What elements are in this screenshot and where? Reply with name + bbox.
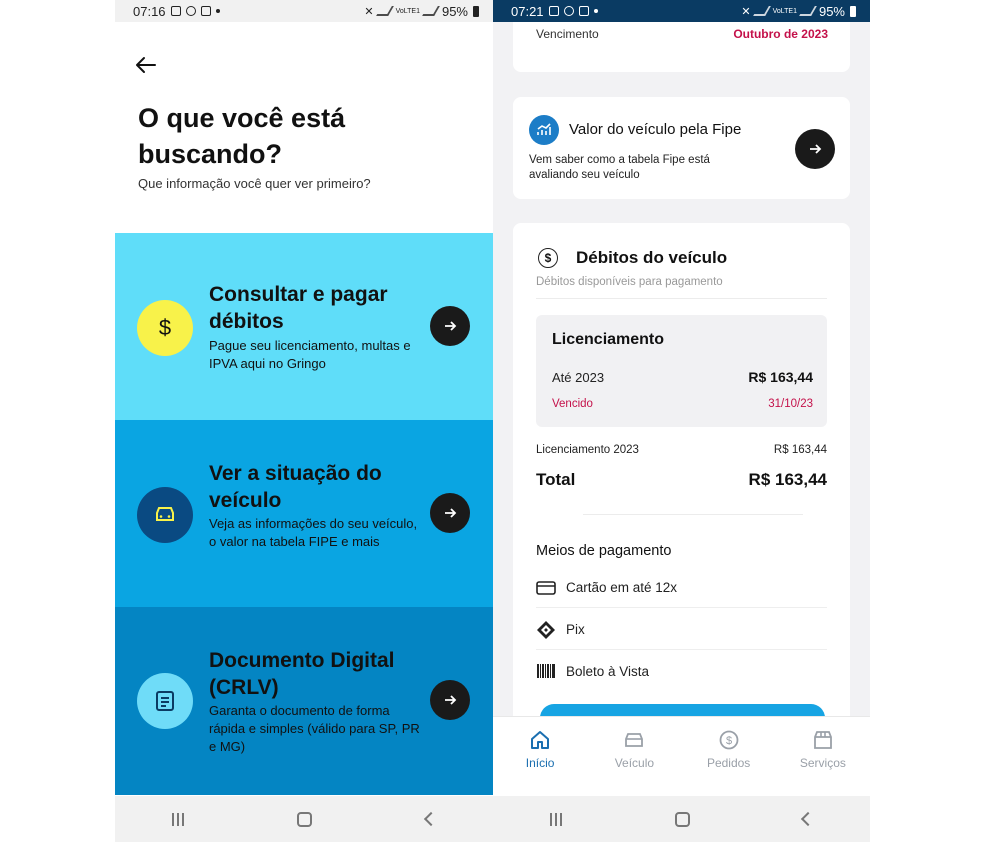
arrow-right-button[interactable] <box>795 129 835 169</box>
payment-option-pix[interactable] <box>536 610 827 650</box>
vencimento-value: Outubro de 2023 <box>733 27 828 41</box>
option-title: Consultar e pagar débitos <box>209 283 388 333</box>
licenciamento-period: Até 2023 <box>552 370 605 385</box>
battery-percent: 95% <box>441 3 468 19</box>
wifi-icon <box>376 6 394 16</box>
tab-pedidos[interactable] <box>682 717 776 796</box>
svg-text:$: $ <box>725 735 732 747</box>
tab-label: Serviços <box>799 756 846 770</box>
tab-label: Pedidos <box>706 756 751 770</box>
more-notifications-icon <box>594 9 598 13</box>
total-value: R$ 163,44 <box>748 470 827 489</box>
document-icon <box>137 673 193 729</box>
arrow-right-icon <box>442 318 458 334</box>
system-back-button[interactable] <box>801 812 815 826</box>
battery-icon <box>850 6 856 17</box>
left-phone-screen <box>115 0 493 842</box>
status-bar <box>115 0 493 22</box>
tab-inicio[interactable] <box>493 717 587 796</box>
debitos-card <box>513 223 850 783</box>
signal-icon <box>422 6 440 16</box>
volte-label: VoLTE1 <box>395 7 420 15</box>
credit-card-icon <box>536 578 556 598</box>
dollar-circle-icon <box>718 729 740 751</box>
debitos-subtitle: Débitos disponíveis para pagamento <box>536 276 723 288</box>
arrow-right-button[interactable] <box>430 680 470 720</box>
licenciamento-due-date: 31/10/23 <box>768 398 813 410</box>
bottom-tab-bar <box>493 716 870 796</box>
payment-option-label: Boleto à Vista <box>566 663 650 679</box>
status-time: 07:16 <box>133 3 166 19</box>
divider <box>536 298 827 299</box>
arrow-right-button[interactable] <box>430 306 470 346</box>
car-icon <box>623 729 645 751</box>
option-consultar-debitos[interactable] <box>115 233 493 420</box>
more-notifications-icon <box>216 9 220 13</box>
store-icon <box>812 729 834 751</box>
home-button[interactable] <box>675 812 690 827</box>
page-title: O que você está buscando? <box>138 103 346 169</box>
chat-notification-icon <box>186 6 196 16</box>
line-item-label: Licenciamento 2023 <box>536 444 639 456</box>
page-subtitle: Que informação você quer ver primeiro? <box>138 176 371 191</box>
gallery-notification-icon <box>171 6 181 16</box>
arrow-right-icon <box>442 692 458 708</box>
volte-label: VoLTE1 <box>772 7 797 15</box>
option-description: Pague seu licenciamento, multas e IPVA aqui no Gringo <box>209 338 411 371</box>
gallery-notification-icon <box>549 6 559 16</box>
battery-percent: 95% <box>818 3 845 19</box>
status-time: 07:21 <box>511 3 544 19</box>
signal-icon <box>799 6 817 16</box>
divider <box>583 514 803 515</box>
payment-option-boleto[interactable] <box>536 651 827 691</box>
app-notification-icon <box>579 6 589 16</box>
mute-icon: ✕ <box>741 5 751 18</box>
car-icon <box>137 487 193 543</box>
option-title: Documento Digital (CRLV) <box>209 649 395 699</box>
recents-button[interactable] <box>172 813 184 826</box>
dollar-circle-icon: $ <box>538 248 558 268</box>
line-item-value: R$ 163,44 <box>773 444 827 456</box>
wifi-icon <box>753 6 771 16</box>
chart-trend-icon <box>529 115 559 145</box>
payment-methods-title: Meios de pagamento <box>536 543 672 559</box>
licenciamento-title: Licenciamento <box>552 331 665 348</box>
tab-veiculo[interactable] <box>587 717 681 796</box>
battery-icon <box>473 6 479 17</box>
option-title: Ver a situação do veículo <box>209 462 382 512</box>
system-nav-bar <box>493 796 870 842</box>
payment-option-label: Cartão em até 12x <box>566 580 678 595</box>
barcode-icon <box>536 661 556 681</box>
licenciamento-status: Vencido <box>552 398 593 410</box>
chat-notification-icon <box>564 6 574 16</box>
fipe-description: Vem saber como a tabela Fipe está avaliando seu veículo <box>529 154 710 181</box>
payment-option-label: Pix <box>566 622 585 637</box>
tab-servicos[interactable] <box>776 717 870 796</box>
pix-icon <box>536 620 556 640</box>
status-bar <box>493 0 870 22</box>
mute-icon: ✕ <box>364 5 374 18</box>
home-button[interactable] <box>297 812 312 827</box>
option-situacao-veiculo[interactable] <box>115 420 493 607</box>
arrow-right-button[interactable] <box>430 493 470 533</box>
fipe-card[interactable] <box>513 97 850 199</box>
tab-label: Início <box>525 756 555 770</box>
home-icon <box>529 729 551 751</box>
payment-option-card[interactable] <box>536 568 827 608</box>
app-notification-icon <box>201 6 211 16</box>
arrow-right-icon <box>807 141 823 157</box>
system-nav-bar <box>115 796 493 842</box>
total-label: Total <box>536 470 576 489</box>
arrow-right-icon <box>442 505 458 521</box>
recents-button[interactable] <box>550 813 562 826</box>
licenciamento-box[interactable] <box>536 315 827 427</box>
vencimento-label: Vencimento <box>536 27 599 41</box>
option-description: Veja as informações do seu veículo, o valor na tabela FIPE e mais <box>209 516 418 549</box>
dollar-icon: $ <box>137 300 193 356</box>
tab-label: Veículo <box>614 756 655 770</box>
right-phone-screen <box>493 0 870 842</box>
system-back-button[interactable] <box>424 812 438 826</box>
fipe-title: Valor do veículo pela Fipe <box>569 121 742 138</box>
back-arrow-icon[interactable] <box>133 52 159 78</box>
option-documento-digital[interactable] <box>115 607 493 795</box>
option-description: Garanta o documento de forma rápida e simples (válido para SP, PR e MG) <box>209 703 420 754</box>
debitos-title: Débitos do veículo <box>576 248 728 267</box>
licenciamento-value: R$ 163,44 <box>748 369 813 385</box>
